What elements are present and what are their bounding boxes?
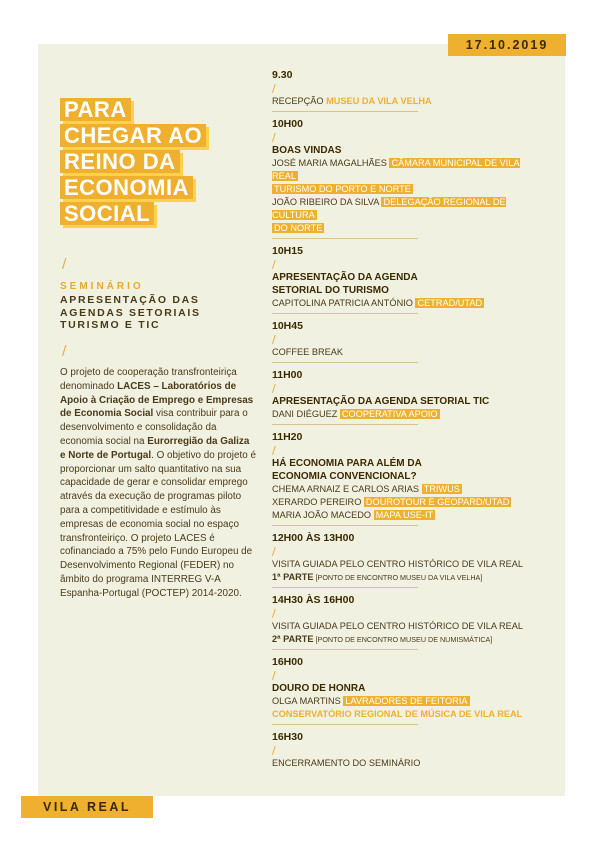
title-line: CHEGAR AO [60,124,206,147]
schedule-time: 10H00 [272,118,303,130]
slash-divider: / [62,257,67,272]
schedule-time: 12H00 ÀS 13H00 [272,532,355,544]
schedule-item: 11H00 / APRESENTAÇÃO DA AGENDA SETORIAL TIC DANI DIÉGUEZ COOPERATIVA APOIO [272,368,540,425]
schedule-time: 10H15 [272,245,303,257]
title-line: ECONOMIA [60,176,193,199]
schedule-item: 14H30 ÀS 16H00 / VISITA GUIADA PELO CENTRO HISTÓRICO DE VILA REAL 2ª PARTE [PONTO DE ENCONTRO MUSEU DE NUMISMÁTICA] [272,593,540,650]
schedule-item: 10H15 / APRESENTAÇÃO DA AGENDA SETORIAL DO TURISMO CAPITOLINA PATRICIA ANTÓNIO CETRAD/UTAD [272,244,540,314]
schedule-time: 10H45 [272,320,303,332]
schedule-time: 16H00 [272,656,303,668]
schedule-time: 9.30 [272,69,293,81]
title-line: SOCIAL [60,202,154,225]
slash-divider: / [62,344,67,359]
title-line: REINO DA [60,150,180,173]
seminar-label: SEMINÁRIO [60,281,144,292]
schedule-time: 11H20 [272,431,303,443]
seminar-title: APRESENTAÇÃO DAS AGENDAS SETORIAIS TURISMO E TIC [60,294,201,331]
schedule-item: 10H45 / COFFEE BREAK [272,319,540,363]
schedule-item: 9.30 / RECEPÇÃO MUSEU DA VILA VELHA [272,68,540,112]
schedule-item: 11H20 / HÁ ECONOMIA PARA ALÉM DA ECONOMIA CONVENCIONAL? CHEMA ARNAIZ E CARLOS ARIAS TRIWUS XERARDO PEREIRO DOUROTOUR E GEOPARD/UTAD MARIA JOÃO MACEDO MAPA USE-IT [272,430,540,526]
schedule-item: 12H00 ÀS 13H00 / VISITA GUIADA PELO CENTRO HISTÓRICO DE VILA REAL 1ª PARTE [PONTO DE ENCONTRO MUSEU DA VILA VELHA] [272,531,540,588]
date-badge: 17.10.2019 [448,34,566,56]
schedule-time: 14H30 ÀS 16H00 [272,594,355,606]
title-line: PARA [60,98,131,121]
project-description: O projeto de cooperação transfronteiriça denominado LACES – Laboratórios de Apoio à Criação de Emprego e Empresas de Economia Social visa contribuir para o desenvolvimento e consolidação da economia social na Eurorregião da Galiza e Norte de Portugal. O objetivo do projeto é proporcionar um salto quantitativo na sua capacidade de gerar e consolidar emprego através da execução de programas piloto para a competitividade e estímulo às empresas de economia social no espaço transfronteiriço. O projeto LACES é cofinanciado a 75% pelo Fundo Europeu de Desenvolvimento Regional (FEDER) no âmbito do programa INTERREG V-A Espanha-Portugal (POCTEP) 2014-2020. [60,367,256,599]
schedule-time: 16H30 [272,731,303,743]
schedule-item: 16H30 / ENCERRAMENTO DO SEMINÁRIO [272,730,540,770]
schedule-item: 16H00 / DOURO DE HONRA OLGA MARTINS LAVRADORES DE FEITORIA CONSERVATÓRIO REGIONAL DE MÚSICA DE VILA REAL [272,655,540,725]
schedule [272,68,540,774]
schedule-time: 11H00 [272,369,303,381]
location-badge: VILA REAL [21,796,153,818]
page-title [60,98,250,228]
schedule-item: 10H00 / BOAS VINDAS JOSÉ MARIA MAGALHÃES CÂMARA MUNICIPAL DE VILA REAL TURISMO DO PORTO E NORTE JOÃO RIBEIRO DA SILVA DELEGAÇÃO REGIONAL DE CULTURA DO NORTE [272,117,540,239]
